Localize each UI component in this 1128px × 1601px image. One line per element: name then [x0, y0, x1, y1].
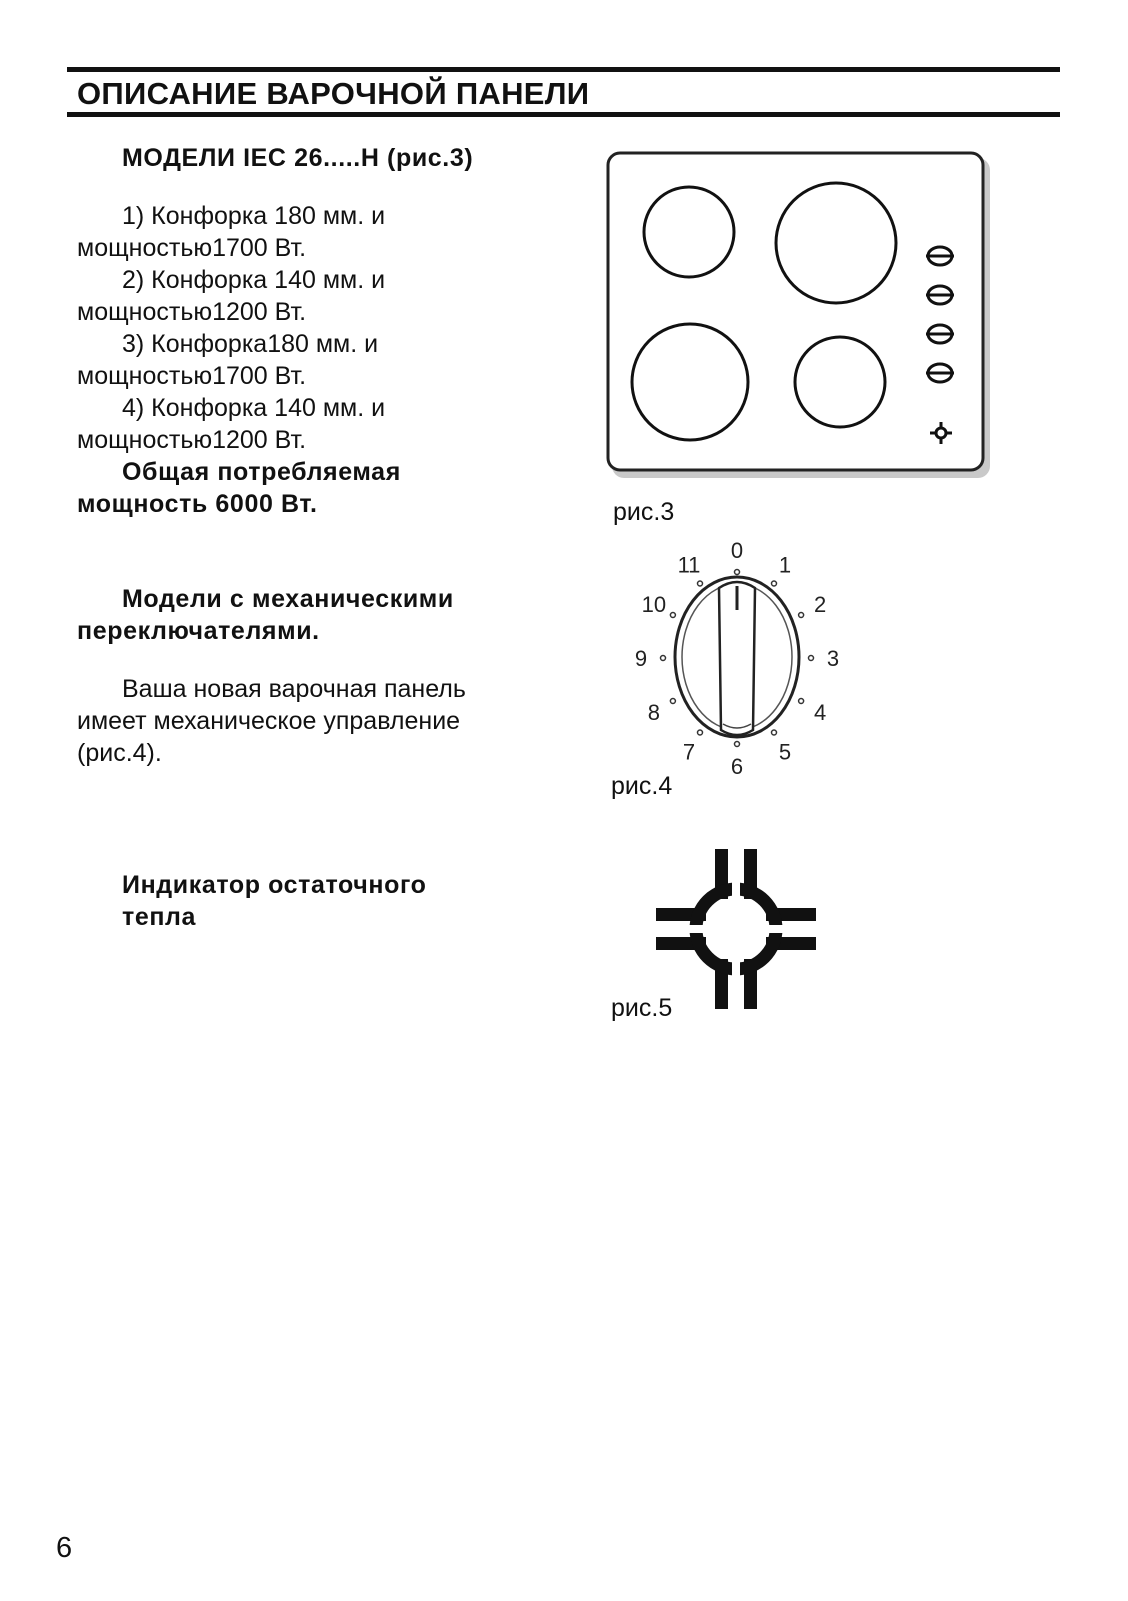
indicator-section [77, 869, 567, 933]
page-number: 6 [56, 1532, 73, 1564]
mechanical-heading-line1: Модели с механическими [122, 585, 454, 613]
mechanical-heading-line2: переключателями. [77, 617, 320, 645]
fig5-caption: рис.5 [611, 994, 673, 1022]
fig3-caption: рис.3 [613, 498, 675, 526]
dial-tick-6 [735, 742, 740, 747]
dial-label-3: 3 [826, 646, 840, 671]
dial-tick-3 [809, 656, 814, 661]
dial-label-0: 0 [730, 538, 744, 563]
dial-tick-11 [698, 581, 703, 586]
dial-tick-8 [670, 699, 675, 704]
dial-label-1: 1 [778, 552, 792, 578]
burner-4-line2: мощностью1200 Вт. [77, 426, 307, 454]
mechanical-body-line2: имеет механическое управление [77, 707, 461, 735]
dial-label-6: 6 [730, 754, 744, 779]
header-rule-bottom [67, 112, 1060, 117]
dial-tick-1 [772, 581, 777, 586]
dial-label-10: 10 [641, 592, 667, 617]
indicator-ring [696, 889, 776, 969]
fig4-caption: рис.4 [611, 772, 673, 800]
dial-tick-5 [772, 730, 777, 735]
dial-tick-7 [698, 730, 703, 735]
burner-4-line1: 4) Конфорка 140 мм. и [122, 394, 386, 422]
models-heading: МОДЕЛИ IEC 26.....H (рис.3) [122, 144, 474, 172]
dial-label-8: 8 [647, 700, 661, 725]
total-power-line1: Общая потребляемая [122, 458, 401, 486]
dial-label-4: 4 [813, 700, 827, 725]
dial-label-5: 5 [778, 739, 792, 765]
burner-3-line1: 3) Конфорка180 мм. и [122, 330, 379, 358]
control-knob-dial [625, 538, 850, 779]
models-section [77, 142, 567, 520]
dial-label-11: 11 [677, 552, 701, 578]
dial-label-9: 9 [634, 646, 648, 671]
hob-diagram [606, 150, 990, 480]
indicator-bars [656, 849, 816, 1009]
indicator-heading-line1: Индикатор остаточного [122, 871, 427, 899]
indicator-heading-line2: тепла [122, 903, 197, 931]
dial-tick-2 [799, 613, 804, 618]
dial-tick-10 [670, 613, 675, 618]
dial-tick-0 [735, 570, 740, 575]
dial-tick-4 [799, 699, 804, 704]
burner-1-line1: 1) Конфорка 180 мм. и [122, 202, 386, 230]
burner-2-line1: 2) Конфорка 140 мм. и [122, 266, 386, 294]
burner-2-line2: мощностью1200 Вт. [77, 298, 307, 326]
burner-1-line2: мощностью1700 Вт. [77, 234, 307, 262]
indicator-gaps [686, 879, 786, 979]
dial-label-7: 7 [682, 739, 696, 765]
mechanical-body-line1: Ваша новая варочная панель [122, 675, 466, 703]
mechanical-section [77, 583, 567, 769]
header-rule-top [67, 67, 1060, 72]
residual-heat-indicator-icon [656, 849, 816, 1009]
dial-tick-9 [661, 656, 666, 661]
page-title: ОПИСАНИЕ ВАРОЧНОЙ ПАНЕЛИ [77, 76, 590, 111]
mechanical-body-line3: (рис.4). [77, 739, 162, 767]
dial-label-2: 2 [813, 592, 827, 617]
burner-3-line2: мощностью1700 Вт. [77, 362, 307, 390]
total-power-line2: мощность 6000 Вт. [77, 490, 318, 518]
